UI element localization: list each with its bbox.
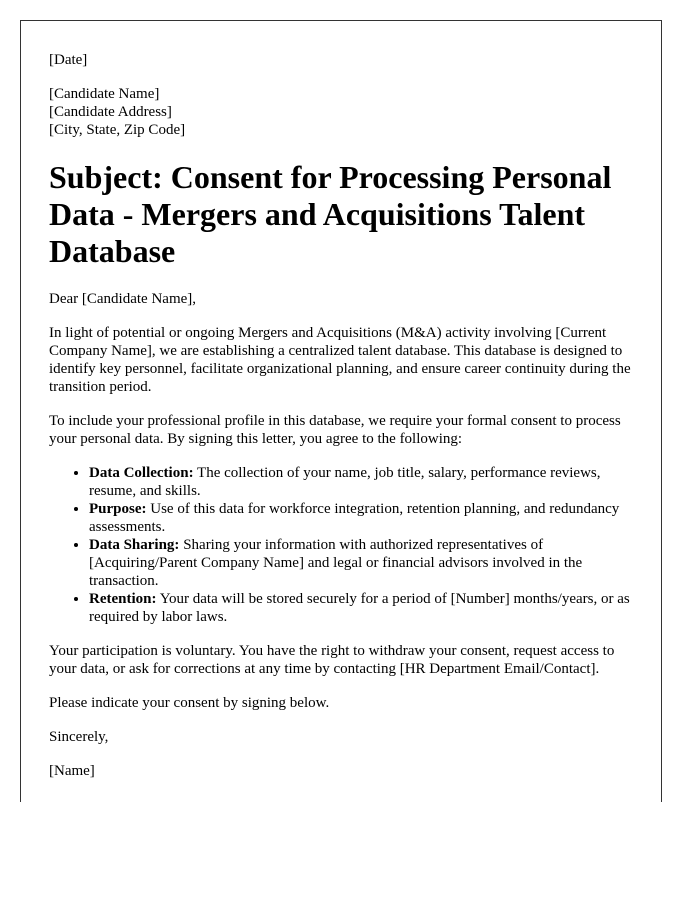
item-label: Retention: [89,591,157,607]
subject-heading: Subject: Consent for Processing Personal Data - Mergers and Acquisitions Talent Database [49,159,612,269]
recipient-address: [Candidate Address] [49,104,172,120]
date: [Date] [49,52,88,68]
recipient-block [49,85,661,139]
instruction: Please indicate your consent by signing below. [49,695,330,711]
item-label: Data Sharing: [89,537,180,553]
intro-paragraph: In light of potential or ongoing Mergers and Acquisitions (M&A) activity involving [Current Company Name], we are establishing a centralized talent database. This database is designed to identify key personnel, facilitate organizational planning, and ensure career continuity during the transition period. [49,325,631,395]
item-text: Your data will be stored securely for a period of [Number] months/years, or as required by labor laws. [89,591,630,625]
rights-paragraph: Your participation is voluntary. You have the right to withdraw your consent, request access to your data, or ask for corrections at any time by contacting [HR Department Email/Contact]. [49,643,615,677]
list-item [89,590,634,626]
item-label: Data Collection: [89,465,194,481]
letter-page [20,20,662,802]
item-text: The collection of your name, job title, salary, performance reviews, resume, and skills. [89,465,601,499]
consent-paragraph: To include your professional profile in this database, we require your formal consent to process your personal data. By signing this letter, you agree to the following: [49,413,621,447]
recipient-city: [City, State, Zip Code] [49,122,186,138]
salutation: Dear [Candidate Name], [49,291,197,307]
closing: Sincerely, [49,729,109,745]
consent-items-list [49,464,634,626]
item-label: Purpose: [89,501,147,517]
item-text: Use of this data for workforce integration, retention planning, and redundancy assessments. [89,501,620,535]
item-text: Sharing your information with authorized representatives of [Acquiring/Parent Company Name] and legal or financial advisors involved in the transaction. [89,537,583,589]
recipient-name: [Candidate Name] [49,86,160,102]
list-item [89,500,634,536]
signature: [Name] [49,763,95,779]
list-item [89,536,634,590]
list-item [89,464,634,500]
